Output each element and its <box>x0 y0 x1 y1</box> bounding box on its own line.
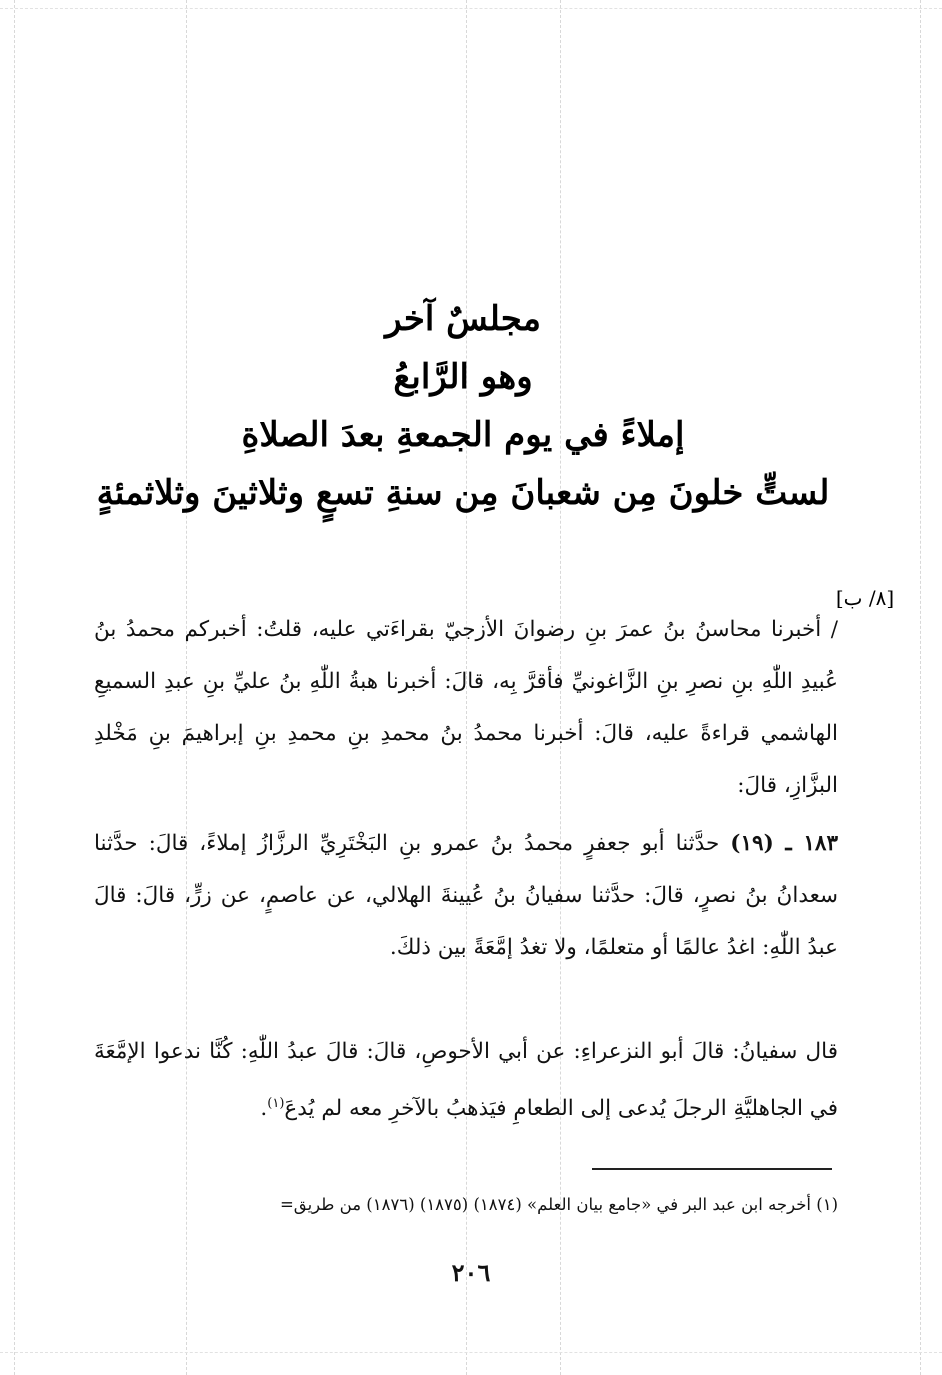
session-heading <box>88 290 838 522</box>
sufyan-paragraph <box>94 1026 838 1135</box>
isnad-paragraph: / أخبرنا محاسنُ بنُ عمرَ بنِ رضوانَ الأزجيّ بقراءَتي عليه، قلتُ: أخبركم محمدُ بنُ عُبيدِ اللّٰهِ بنِ نصرِ بنِ الزَّاغونيِّ فأقرَّ بِه، قالَ: أخبرنا هبةُ اللّٰهِ بنُ عليِّ بنِ عبدِ السميعِ الهاشمي قراءةً عليه، قالَ: أخبرنا محمدُ بنُ محمدِ بنِ محمدِ بنِ إبراهيمَ بنِ مَخْلدِ البزَّازِ، قالَ: <box>94 616 838 798</box>
footnote-marker: (١) <box>267 1095 285 1111</box>
hadith-text: حدَّثنا أبو جعفرٍ محمدُ بنُ عمرو بنِ البَخْتَرِيِّ الرزَّازُ إملاءً، قالَ: حدَّثنا سعدانُ بنُ نصرٍ، قالَ: حدَّثنا سفيانُ بنُ عُيينةَ الهلالي، عن عاصمٍ، عن زرٍّ، قالَ: قالَ عبدُ اللّٰهِ: اغدُ عالمًا أو متعلمًا، ولا تغدُ إمَّعَةً بين ذلكَ. <box>94 830 838 960</box>
sufyan-text-end: . <box>260 1095 268 1121</box>
heading-line-4: لستٍّ خلونَ مِن شعبانَ مِن سنةِ تسعٍ وثلاثينَ وثلاثمئةٍ <box>96 473 830 513</box>
manuscript-folio-reference: [٨/ ب] <box>835 586 895 610</box>
hadith-number: ١٨٣ ـ (١٩) <box>730 830 838 856</box>
heading-line-1: مجلسٌ آخر <box>385 299 541 339</box>
heading-line-2: وهو الرَّابعُ <box>393 357 533 397</box>
footnote: (١) أخرجه ابن عبد البر في «جامع بيان العلم» (١٨٧٤) (١٨٧٥) (١٨٧٦) من طريق= <box>279 1195 838 1214</box>
scan-guide-line <box>920 0 921 1375</box>
sufyan-text: قال سفيانُ: قالَ أبو النزعراءِ: عن أبي الأحوصِ، قالَ: قالَ عبدُ اللّٰهِ: كُنَّا ندعوا الإمَّعَةَ في الجاهليَّةِ الرجلَ يُدعى إلى الطعامِ فيَذهبُ بالآخرِ معه لم يُدعَ <box>94 1038 838 1121</box>
footnote-divider <box>592 1168 832 1170</box>
scan-guide-line <box>0 1352 942 1353</box>
page-number: ٢٠٦ <box>451 1258 491 1287</box>
page-body <box>88 290 838 522</box>
hadith-paragraph <box>94 818 838 974</box>
heading-line-3: إملاءً في يوم الجمعةِ بعدَ الصلاةِ <box>241 415 685 455</box>
scan-guide-line <box>14 0 15 1375</box>
scan-guide-line <box>0 8 942 9</box>
